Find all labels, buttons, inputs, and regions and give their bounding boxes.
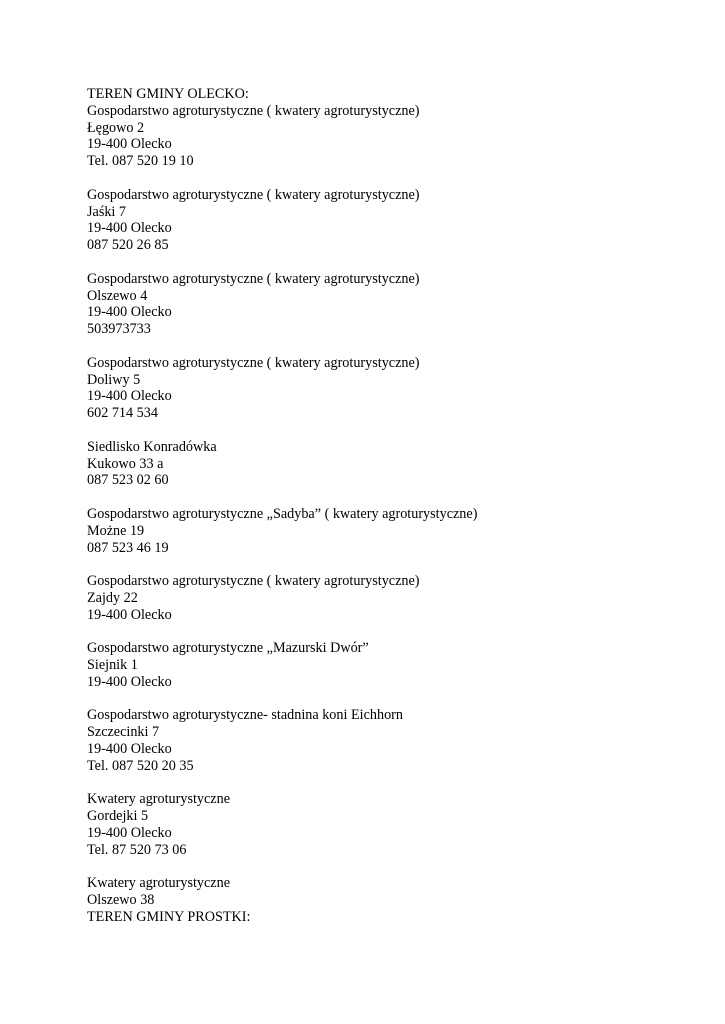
listing-entry: [87, 355, 687, 422]
listing-postal-code: 19-400 Olecko: [87, 825, 172, 842]
listing-postal-code: 19-400 Olecko: [87, 741, 172, 758]
listing-entry: [87, 875, 687, 909]
listing-entry: [87, 640, 687, 690]
listing-address: Siejnik 1: [87, 657, 138, 674]
listing-name: Gospodarstwo agroturystyczne ( kwatery agroturystyczne): [87, 186, 420, 203]
listing-phone: 503973733: [87, 321, 151, 338]
listing-phone: 087 523 46 19: [87, 539, 169, 556]
listing-name: Gospodarstwo agroturystyczne „Sadyba” ( kwatery agroturystyczne): [87, 505, 478, 522]
listing-entry: [87, 271, 687, 338]
document-page: [87, 86, 687, 926]
listing-entry: [87, 187, 687, 254]
listing-phone: 087 520 26 85: [87, 237, 169, 254]
listing-phone: 087 523 02 60: [87, 472, 169, 489]
listing-postal-code: 19-400 Olecko: [87, 606, 172, 623]
listing-name: Siedlisko Konradówka: [87, 438, 217, 455]
listing-name: Gospodarstwo agroturystyczne ( kwatery agroturystyczne): [87, 354, 420, 371]
listing-entry: [87, 439, 687, 489]
section-heading-olecko: TEREN GMINY OLECKO:: [87, 86, 249, 102]
listing-name: Gospodarstwo agroturystyczne ( kwatery agroturystyczne): [87, 102, 420, 119]
listing-address: Łęgowo 2: [87, 119, 145, 136]
listing-phone: Tel. 087 520 20 35: [87, 757, 194, 774]
section-heading-prostki: TEREN GMINY PROSTKI:: [87, 909, 251, 926]
listing-postal-code: 19-400 Olecko: [87, 388, 172, 405]
listing-name: Kwatery agroturystyczne: [87, 875, 230, 892]
listing-name: Gospodarstwo agroturystyczne „Mazurski Dwór”: [87, 640, 369, 657]
listing-phone: Tel. 087 520 19 10: [87, 153, 194, 170]
listing-address: Doliwy 5: [87, 371, 141, 388]
listing-phone: 602 714 534: [87, 405, 158, 422]
listing-address: Jaśki 7: [87, 203, 127, 220]
listing-address: Olszewo 4: [87, 287, 148, 304]
listing-entry: [87, 506, 687, 556]
listing-postal-code: 19-400 Olecko: [87, 220, 172, 237]
listing-address: Kukowo 33 a: [87, 455, 164, 472]
listing-entry: [87, 707, 687, 774]
listing-postal-code: 19-400 Olecko: [87, 304, 172, 321]
listing-entry: [87, 103, 687, 170]
listing-entry: [87, 573, 687, 623]
listing-address: Możne 19: [87, 522, 145, 539]
listing-address: Szczecinki 7: [87, 724, 160, 741]
listing-entry: [87, 791, 687, 858]
listing-name: Gospodarstwo agroturystyczne ( kwatery agroturystyczne): [87, 270, 420, 287]
listing-name: Gospodarstwo agroturystyczne- stadnina koni Eichhorn: [87, 707, 403, 724]
listing-phone: Tel. 87 520 73 06: [87, 841, 187, 858]
listing-name: Kwatery agroturystyczne: [87, 791, 230, 808]
listing-name: Gospodarstwo agroturystyczne ( kwatery agroturystyczne): [87, 573, 420, 590]
listing-postal-code: 19-400 Olecko: [87, 673, 172, 690]
listing-postal-code: 19-400 Olecko: [87, 136, 172, 153]
listing-address: Gordejki 5: [87, 808, 149, 825]
listing-address: Zajdy 22: [87, 589, 138, 606]
listing-address: Olszewo 38: [87, 892, 155, 909]
